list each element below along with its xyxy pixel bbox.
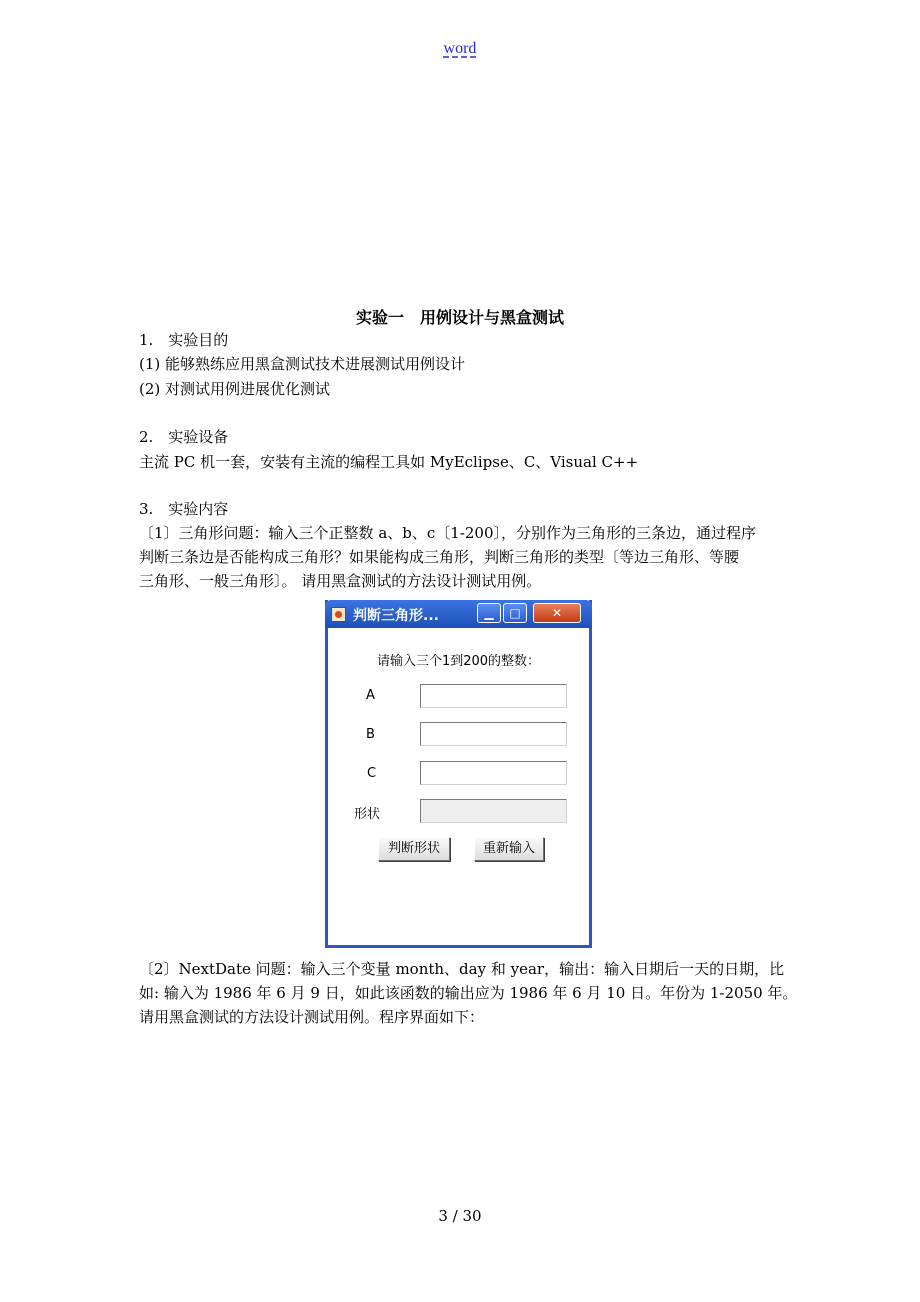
paragraph-line: 判断三条边是否能构成三角形？如果能构成三角形，判断三角形的类型〔等边三角形、等腰 <box>139 548 740 566</box>
paragraph-line: 三角形、一般三角形〕。 请用黑盒测试的方法设计测试用例。 <box>139 572 542 590</box>
label-c: C <box>367 766 377 781</box>
judge-shape-button[interactable]: 判断形状 <box>378 837 450 861</box>
close-icon[interactable]: ✕ <box>533 603 581 623</box>
section-2-text: 主流 PC 机一套，安装有主流的编程工具如 MyEclipse、C、Visual C++ <box>139 453 639 471</box>
triangle-app-window <box>325 600 592 948</box>
window-title: 判断三角形... <box>353 608 439 624</box>
nextdate-problem-paragraph <box>139 957 798 1029</box>
triangle-problem-paragraph <box>139 521 784 593</box>
shape-output-field <box>420 799 567 823</box>
side-b-input[interactable] <box>420 722 567 746</box>
section-3-heading: 3. 实验内容 <box>139 500 229 518</box>
minimize-icon[interactable]: ▁ <box>477 603 501 623</box>
section-2-heading: 2. 实验设备 <box>139 428 229 446</box>
paragraph-line: 〔1〕三角形问题：输入三个正整数 a、b、c〔1-200〕，分别作为三角形的三条边，通过程序 <box>139 524 757 542</box>
side-c-input[interactable] <box>420 761 567 785</box>
window-title-bar[interactable] <box>325 600 592 628</box>
paragraph-line: 如: 输入为 1986 年 6 月 9 日，如此该函数的输出应为 1986 年 6 月 10 日。年份为 1-2050 年。 <box>139 984 798 1002</box>
page-title: 实验一 用例设计与黑盒测试 <box>355 308 564 327</box>
paragraph-line: 〔2〕NextDate 问题：输入三个变量 month、day 和 year，输出：输入日期后一天的日期，比 <box>139 960 785 978</box>
section-1-item-2: (2) 对测试用例进展优化测试 <box>139 380 331 398</box>
section-1-item-1: (1) 能够熟练应用黑盒测试技术进展测试用例设计 <box>139 355 466 373</box>
section-1-heading: 1. 实验目的 <box>139 331 229 349</box>
maximize-icon[interactable]: □ <box>503 603 527 623</box>
page-number: 3 / 30 <box>438 1207 482 1225</box>
java-app-icon <box>331 607 346 622</box>
side-a-input[interactable] <box>420 684 567 708</box>
reset-input-button[interactable]: 重新输入 <box>474 837 544 861</box>
label-a: A <box>366 688 375 703</box>
input-prompt: 请输入三个1到200的整数： <box>376 654 541 669</box>
label-b: B <box>366 727 375 742</box>
label-shape: 形状 <box>354 807 381 822</box>
paragraph-line: 请用黑盒测试的方法设计测试用例。程序界面如下： <box>139 1008 485 1026</box>
header-word-link[interactable]: word <box>443 40 477 57</box>
